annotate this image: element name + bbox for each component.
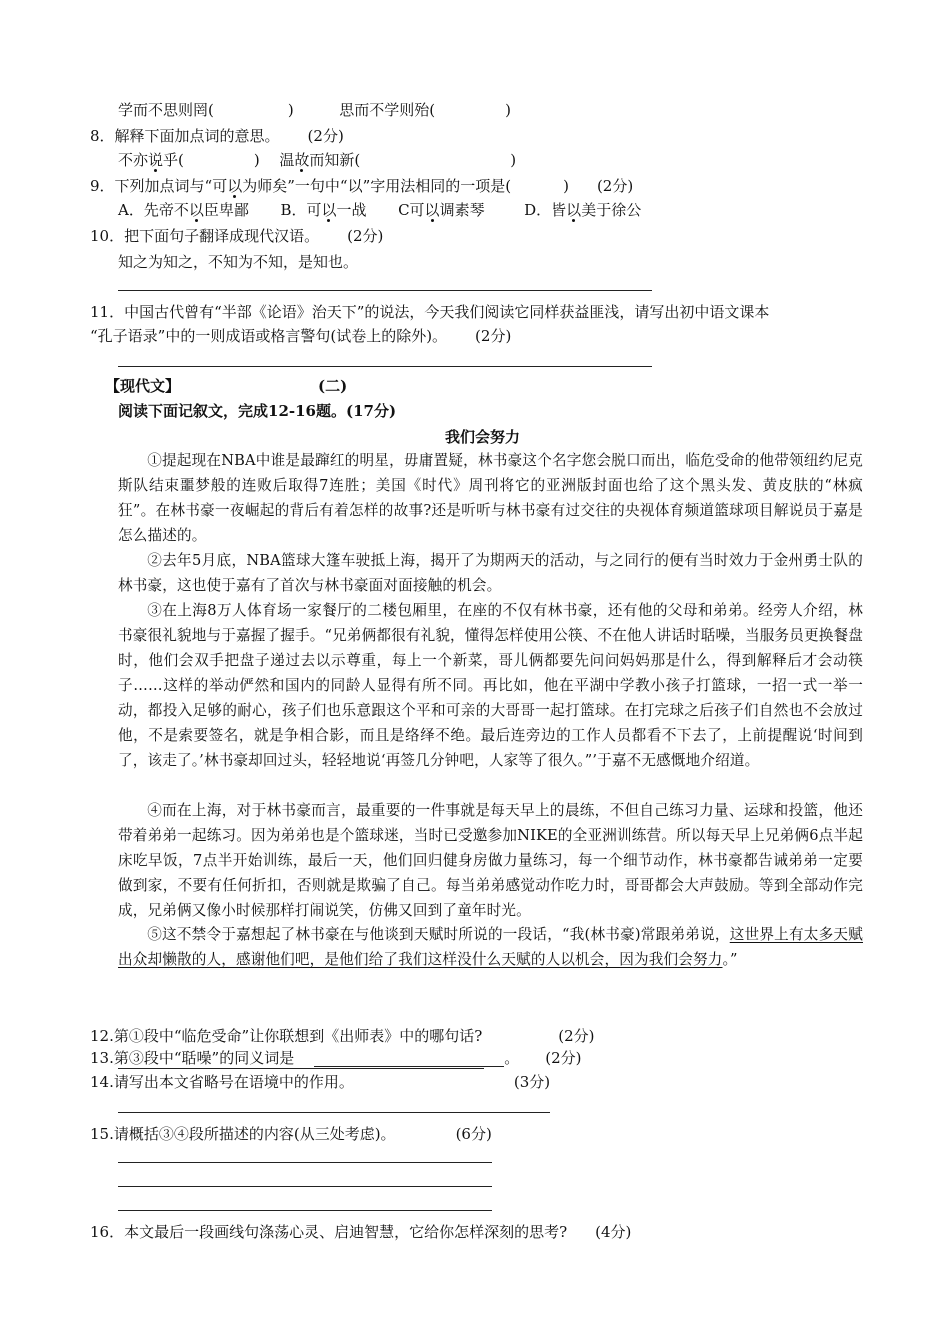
q15-answer-line-3[interactable] — [118, 1210, 492, 1211]
q10-score: (2分) — [347, 227, 384, 245]
q8-a-close: ) — [253, 151, 260, 169]
q13-text: 13.第③段中“聒噪”的同义词是 — [90, 1049, 295, 1067]
q8-b-close: ) — [510, 151, 517, 169]
q15-score: (6分) — [455, 1125, 492, 1143]
article-paragraph-3: ③在上海8万人体育场一家餐厅的二楼包厢里，在座的不仅有林书豪，还有他的父母和弟弟。经旁人介绍，林书豪很礼貌地与于嘉握了握手。“兄弟俩都很有礼貌，懂得怎样使用公筷、不在他人讲话时聒噪，当服务员更换餐盘时，他们会双手把盘子递过去以示尊重，每上一个新菜，哥儿俩都要先问问妈妈那是什么，得到解释后才会动筷子……这样的举动俨然和国内的同龄人显得有所不同。再比如，他在平湖中学教小孩子打篮球，一招一式一举一动，都投入足够的耐心，孩子们也乐意跟这个平和可亲的大哥哥一起打篮球。在打完球之后孩子们自然也不会放过他，不是索要签名，就是争相合影，而且是络绎不绝。最后连旁边的工作人员都看不下去了，上前提醒说‘时间到了，该走了。’林书豪却回过头，轻轻地说‘再签几分钟吧，人家等了很久。”’于嘉不无感慨地介绍道。 — [118, 602, 863, 769]
q10-stem-text: 10．把下面句子翻译成现代汉语。 — [90, 227, 320, 245]
article-paragraph-1: ①提起现在NBA中谁是最蹿红的明星，毋庸置疑，林书豪这个名字您会脱口而出，临危受命的他带领纽约尼克斯队结束噩梦般的连败后取得7连胜；美国《时代》周刊将它的亚洲版封面也给了这个黑头发、黄皮肤的“林疯狂”。在林书豪一夜崛起的背后有着怎样的故事?还是听听与林书豪有过交往的央视体育频道篮球项目解说员于嘉是怎么描述的。 — [118, 452, 863, 544]
q8-stem — [90, 124, 344, 148]
q11-score: (2分) — [475, 327, 512, 345]
q8-b-dotted: 故 — [294, 151, 310, 169]
q9-option-d: D．皆以美于徐公 — [524, 201, 642, 219]
q14-text: 14.请写出本文省略号在语境中的作用。 — [90, 1073, 354, 1091]
q9-option-a: A．先帝不以臣卑鄙 — [118, 201, 249, 219]
p5-underlined-sentence: 这世界上有太多天赋出众却懒散的人，感谢他们吧，是他们给了我们这样没什么天赋的人以机会，因为我们会努力 — [118, 926, 863, 968]
q7-b-text: 思而不学则殆( — [339, 101, 436, 119]
section-part: (二) — [318, 377, 348, 395]
q9-stem — [90, 174, 633, 198]
q9-stem-dotted: 以 — [227, 177, 243, 195]
q13-answer-blank[interactable] — [314, 1048, 504, 1067]
q11-answer-line[interactable] — [118, 366, 652, 367]
q10-stem — [90, 224, 383, 248]
section-label: 【现代文】 — [105, 377, 181, 395]
q9-option-c: C可以调素琴 — [398, 201, 485, 219]
q12-stem — [90, 1024, 595, 1048]
q10-answer-line[interactable] — [118, 290, 652, 291]
q9-score: (2分) — [596, 177, 634, 195]
q13-stem — [90, 1046, 581, 1070]
q7-b-close: ) — [505, 101, 511, 119]
q13-score: (2分) — [545, 1049, 582, 1067]
q8-a-dotted: 说 — [148, 151, 164, 169]
q13-tail: 。 — [504, 1049, 520, 1067]
q16-score: (4分) — [595, 1223, 632, 1241]
q8-items — [118, 148, 516, 172]
q11-line2-text: “孔子语录”中的一则成语或格言警句(试卷上的除外)。 — [90, 327, 448, 345]
q9-option-b: B．可以一战 — [280, 201, 367, 219]
section-instruction: 阅读下面记叙文，完成12-16题。(17分) — [118, 402, 397, 420]
q11-line2 — [90, 324, 511, 348]
q8-b-text2: 而知新( — [309, 151, 361, 169]
q12-text: 12.第①段中“临危受命”让你联想到《出师表》中的哪句话? — [90, 1027, 483, 1045]
q8-b-text1: 温 — [279, 151, 295, 169]
article-paragraph-2: ②去年5月底，NBA篮球大篷车驶抵上海，揭开了为期两天的活动，与之同行的便有当时效力于金州勇士队的林书豪，这也使于嘉有了首次与林书豪面对面接触的机会。 — [118, 552, 863, 594]
q8-stem-text: 8．解释下面加点词的意思。 — [90, 127, 280, 145]
q7-a-close: ) — [287, 101, 294, 119]
q8-a-text2: 乎( — [163, 151, 184, 169]
q14-score: (3分) — [513, 1073, 551, 1091]
q7-line — [118, 98, 511, 122]
q16-text: 16．本文最后一段画线句涤荡心灵、启迪智慧，它给你怎样深刻的思考? — [90, 1223, 568, 1241]
q10-sentence: 知之为知之，不知为不知，是知也。 — [118, 253, 359, 271]
article-title: 我们会努力 — [445, 428, 521, 446]
q14-answer-line[interactable] — [118, 1112, 550, 1113]
q15-text: 15.请概括③④段所描述的内容(从三处考虑)。 — [90, 1125, 396, 1143]
q15-answer-line-1[interactable] — [118, 1162, 492, 1163]
q8-a-text1: 不亦 — [118, 151, 149, 169]
q15-answer-line-2[interactable] — [118, 1186, 492, 1187]
q9-stem-text1: 9．下列加点词与“可 — [90, 177, 228, 195]
q14-stem — [90, 1070, 550, 1094]
q9-options — [118, 198, 641, 222]
q11-line1: 11．中国古代曾有“半部《论语》治天下”的说法，今天我们阅读它同样获益匪浅，请写出初中语文课本 — [90, 303, 770, 321]
p5-text-post: 。” — [722, 951, 738, 968]
q9-stem-text2: 为师矣”一句中“以”字用法相同的一项是( — [242, 177, 512, 195]
article-paragraph-5 — [118, 922, 863, 972]
q8-score: (2分) — [307, 127, 344, 145]
q7-a-text: 学而不思则罔( — [118, 101, 214, 119]
q15-stem — [90, 1122, 492, 1146]
q16-stem — [90, 1220, 631, 1244]
q12-score: (2分) — [558, 1027, 595, 1045]
p5-text-pre: ⑤这不禁令于嘉想起了林书豪在与他谈到天赋时所说的一段话，“我(林书豪)常跟弟弟说， — [147, 926, 730, 943]
q9-close: ) — [563, 177, 569, 195]
article-paragraph-4: ④而在上海，对于林书豪而言，最重要的一件事就是每天早上的晨练，不但自己练习力量、运球和投篮，他还带着弟弟一起练习。因为弟弟也是个篮球迷，当时已受邀参加NIKE的全亚洲训练营。所以每天早上兄弟俩6点半起床吃早饭，7点半开始训练，最后一天，他们回归健身房做力量练习，每一个细节动作，林书豪都告诫弟弟一定要做到家，不要有任何折扣，否则就是欺骗了自己。每当弟弟感觉动作吃力时，哥哥都会大声鼓励。等到全部动作完成，兄弟俩又像小时候那样打闹说笑，仿佛又回到了童年时光。 — [118, 802, 863, 919]
